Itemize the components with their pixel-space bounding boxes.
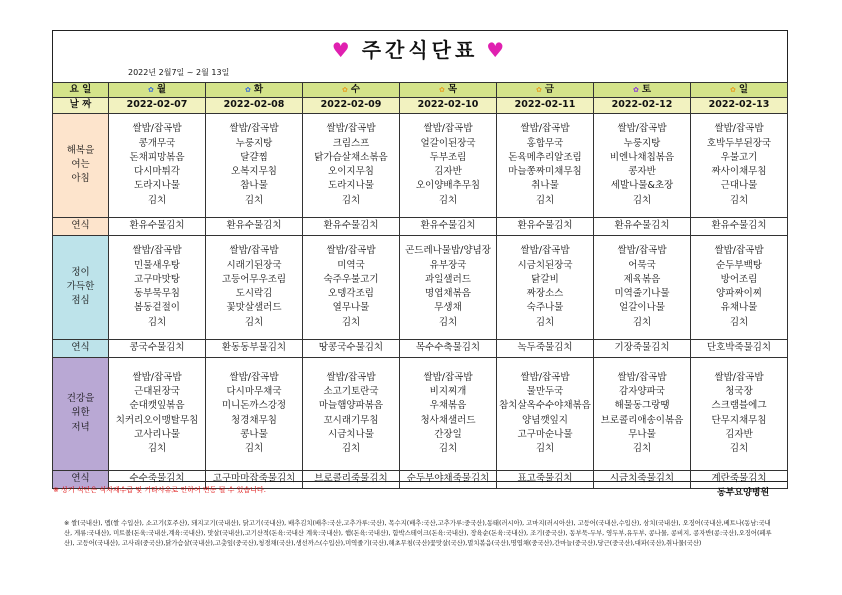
kimchi-cell: 단호박죽물김치 <box>691 339 788 357</box>
menu-item: 김치 <box>244 316 264 328</box>
menu-item: 우불고기 <box>720 151 758 163</box>
menu-item: 다시마튀각 <box>134 166 180 177</box>
menu-item: 쌀밥/잡곡밥 <box>132 245 182 257</box>
menu-item: 마늘햄양파볶음 <box>318 400 384 412</box>
menu-item: 숙주나물 <box>526 302 564 314</box>
menu-item: 숙주우불고기 <box>323 273 379 285</box>
origin-info: ※ 쌀(국내산), 멥(쌀 수입산), 소고기(호주산), 돼지고기(국내산), 닭고기(국내산), 배추김치(배추:국산,고추가루:국산), 목수지(배추:국산,고추가루:중국산),동태(러시아), 고마지(러시아산), 고등어(국내산,수입산), 삼치(국내산), 오징어(국내산,베트나(동남:국내산, 게류:국내산), 미트볼(돈육:국내산,계육:국내산), 맛살(국내산),고기산적(돈육:국내산 계육:국내산), 햄(돈육:국내산), 함박스테이크(돈육:국내산), 장육순(돈육:국내산), 조기(중국산), 동부묵-두부, 영두부,유두부, 콩나물, 콩비지, 콩자반(콩:국산),오징어(페루산), 고등어(국내산), 고사리(중국산),닭가슴살(국내산),고춧잎(중국산),청경채(국산),생선까스(수입산),미역줄기(국산),해초무침(국산)꽃맛살(국산),멸치볶음(국산),명엽채(중국산),간마늘(중국산),당근(중국산),대파(국산),취나물(국산) <box>64 520 772 547</box>
menu-item: 단무지채무침 <box>711 414 767 426</box>
menu-item: 김치 <box>438 443 458 454</box>
menu-item: 근대된장국 <box>134 386 180 397</box>
menu-item: 쌀밥/잡곡밥 <box>714 371 764 383</box>
meal-label-line: 위한 <box>71 407 90 419</box>
meal-label-line: 저녁 <box>71 421 90 433</box>
flower-icon: ✿ <box>729 86 736 94</box>
date-cell: 2022-02-07 <box>109 98 206 113</box>
menu-item: 청경채무침 <box>231 414 277 426</box>
menu-item: 치커리오이맹탈무침 <box>115 414 199 426</box>
menu-item: 김치 <box>632 443 652 454</box>
menu-item: 근대나물 <box>720 180 758 192</box>
kimchi-cell: 환유수물김치 <box>109 217 206 235</box>
menu-item: 도라지나물 <box>328 180 374 192</box>
lunch-menu-cell <box>206 235 303 339</box>
menu-item: 김치 <box>438 194 458 206</box>
menu-item: 쌀밥/잡곡밥 <box>229 371 279 383</box>
kimchi-cell: 순두부야채죽물김치 <box>400 470 497 488</box>
meal-label-line: 아침 <box>71 173 90 185</box>
day-header-label: 요 일 <box>53 83 109 98</box>
lunch-row <box>53 235 788 339</box>
menu-item: 쌀밥/잡곡밥 <box>520 371 570 383</box>
menu-item: 쌀밥/잡곡밥 <box>617 371 667 383</box>
menu-item: 마늘쫑짜미채무침 <box>508 166 582 177</box>
date-cell: 2022-02-09 <box>303 98 400 113</box>
menu-item: 비엔나채칩볶음 <box>609 151 675 163</box>
day-header-cell <box>594 83 691 98</box>
menu-item: 고구마순나물 <box>517 428 573 440</box>
menu-item: 청국장 <box>725 386 753 397</box>
menu-item: 콩개무국 <box>138 137 176 149</box>
menu-item: 어묵국 <box>628 259 656 271</box>
menu-item: 쌀밥/잡곡밥 <box>132 371 182 383</box>
menu-item: 닭갈비 <box>531 273 559 285</box>
menu-item: 브로콜리애송이볶음 <box>600 414 684 426</box>
menu-item: 두부조림 <box>429 151 467 163</box>
kimchi-cell: 땅콩국수물김치 <box>303 339 400 357</box>
menu-item: 순두부백탕 <box>716 259 762 271</box>
lunch-menu-cell <box>303 235 400 339</box>
date-cell: 2022-02-12 <box>594 98 691 113</box>
menu-item: 참치살옥수수야채볶음 <box>499 400 591 412</box>
kimchi-label: 연식 <box>53 339 109 357</box>
breakfast-kimchi-row <box>53 217 788 235</box>
dinner-menu-cell <box>400 357 497 470</box>
menu-item: 김치 <box>341 443 361 454</box>
menu-item: 쌀밥/잡곡밥 <box>714 123 764 135</box>
menu-item: 방어조림 <box>720 273 758 285</box>
menu-item: 참나물 <box>240 180 268 192</box>
menu-item: 제육볶음 <box>623 273 661 285</box>
menu-item: 시금치된장국 <box>517 259 573 271</box>
kimchi-cell: 환동동부물김치 <box>206 339 303 357</box>
kimchi-cell: 녹두죽물김치 <box>497 339 594 357</box>
menu-item: 김치 <box>341 316 361 328</box>
day-name: 일 <box>738 84 749 95</box>
kimchi-label: 연식 <box>53 217 109 235</box>
menu-item: 명엽채볶음 <box>425 288 471 299</box>
day-name: 화 <box>253 84 264 95</box>
menu-item: 호박두부된장국 <box>706 137 772 149</box>
menu-item: 꽃맛살샐러드 <box>226 302 282 314</box>
menu-item: 김치 <box>535 316 555 328</box>
day-header-cell <box>303 83 400 98</box>
heart-icon: ♥ <box>331 38 354 62</box>
day-header-row <box>53 83 788 98</box>
menu-item: 간장일 <box>434 428 462 440</box>
kimchi-cell: 환유수물김치 <box>594 217 691 235</box>
breakfast-row <box>53 113 788 217</box>
menu-item: 다시마무채국 <box>226 386 282 397</box>
menu-item: 양파짜이찌 <box>716 288 762 299</box>
menu-item: 민물새우탕 <box>134 259 180 271</box>
title-text: 주간식단표 <box>361 38 479 62</box>
menu-item: 쌀밥/잡곡밥 <box>520 245 570 257</box>
kimchi-cell: 시금치죽물김치 <box>594 470 691 488</box>
menu-item: 우채볶음 <box>429 400 467 412</box>
kimchi-cell: 환유수물김치 <box>691 217 788 235</box>
breakfast-menu-cell <box>400 113 497 217</box>
menu-item: 고등어무우조림 <box>221 273 287 285</box>
kimchi-cell: 환유수물김치 <box>206 217 303 235</box>
kimchi-label: 연식 <box>53 470 109 488</box>
menu-item: 김치 <box>632 194 652 206</box>
menu-item: 세발나물&초장 <box>610 180 674 192</box>
menu-item: 돈육메추리알조림 <box>508 151 582 163</box>
menu-item: 쌀밥/잡곡밥 <box>617 245 667 257</box>
menu-item: 곤드레나물밥/양념장 <box>405 245 491 257</box>
menu-item: 순대캣잎볶음 <box>129 400 185 412</box>
menu-item: 김치 <box>729 194 749 206</box>
lunch-menu-cell <box>400 235 497 339</box>
kimchi-cell: 목수수축물김치 <box>400 339 497 357</box>
flower-icon: ✿ <box>147 86 154 94</box>
kimchi-cell: 환유수물김치 <box>303 217 400 235</box>
day-header-cell <box>400 83 497 98</box>
menu-item: 해물동그랑땡 <box>614 400 670 412</box>
menu-item: 쌀밥/잡곡밥 <box>229 123 279 135</box>
breakfast-menu-cell <box>497 113 594 217</box>
menu-item: 유부장국 <box>429 259 467 271</box>
flower-icon: ✿ <box>438 86 445 94</box>
day-header-cell <box>497 83 594 98</box>
menu-item: 누룽지탕 <box>235 137 273 149</box>
menu-item: 미역국 <box>337 259 365 271</box>
meal-label-line: 여는 <box>71 158 90 170</box>
menu-item: 돈채피망볶음 <box>129 151 185 163</box>
day-header-cell <box>206 83 303 98</box>
menu-item: 유채나물 <box>720 302 758 314</box>
menu-item: 오뎅각조림 <box>328 288 374 299</box>
menu-item: 김치 <box>147 316 167 328</box>
day-name: 월 <box>156 84 167 95</box>
menu-item: 열무나물 <box>332 302 370 314</box>
menu-item: 고구마맛탕 <box>134 273 180 285</box>
kimchi-cell: 브로콜리죽물김치 <box>303 470 400 488</box>
dinner-menu-cell <box>206 357 303 470</box>
menu-item: 오이양배추무침 <box>415 180 481 192</box>
dinner-menu-cell <box>594 357 691 470</box>
menu-item: 시래기된장국 <box>226 259 282 271</box>
date-row <box>53 98 788 113</box>
kimchi-cell: 환유수물김치 <box>400 217 497 235</box>
kimchi-cell: 환유수물김치 <box>497 217 594 235</box>
menu-item: 콩나물 <box>240 428 268 440</box>
menu-item: 김치 <box>147 194 167 206</box>
lunch-menu-cell <box>691 235 788 339</box>
menu-item: 쌀밥/잡곡밥 <box>714 245 764 257</box>
menu-item: 소고기토란국 <box>323 386 379 397</box>
lunch-menu-cell <box>109 235 206 339</box>
menu-item: 쌀밥/잡곡밥 <box>132 123 182 135</box>
date-cell: 2022-02-11 <box>497 98 594 113</box>
breakfast-menu-cell <box>206 113 303 217</box>
date-cell: 2022-02-10 <box>400 98 497 113</box>
day-name: 토 <box>641 84 652 95</box>
menu-item: 홍합무국 <box>526 137 564 149</box>
breakfast-label <box>53 113 109 217</box>
menu-item: 누룽지탕 <box>623 137 661 149</box>
day-name: 수 <box>350 84 361 95</box>
menu-item: 쌀밥/잡곡밥 <box>326 123 376 135</box>
notice-text: ※ 상기 식단은 식자재수급 및 기타사유로 인하여 변동 될 수 있습니다. <box>53 486 266 494</box>
menu-item: 도라지나물 <box>134 180 180 192</box>
menu-item: 김치 <box>147 443 167 454</box>
lunch-kimchi-row <box>53 339 788 357</box>
kimchi-cell: 수수죽물김치 <box>109 470 206 488</box>
day-name: 금 <box>544 84 555 95</box>
menu-item: 쌀밥/잡곡밥 <box>423 123 473 135</box>
meal-label-line: 점심 <box>71 295 90 307</box>
dinner-menu-cell <box>109 357 206 470</box>
menu-item: 무생채 <box>434 302 462 314</box>
menu-item: 꼬시래기무침 <box>323 414 379 426</box>
meal-label-line: 정이 <box>71 266 90 278</box>
menu-item: 오복지무침 <box>231 166 277 177</box>
menu-item: 짜사이채무침 <box>711 166 767 177</box>
flower-icon: ✿ <box>341 86 348 94</box>
menu-item: 김치 <box>535 443 555 454</box>
menu-item: 쌀밥/잡곡밥 <box>326 245 376 257</box>
menu-item: 쌀밥/잡곡밥 <box>229 245 279 257</box>
dinner-menu-cell <box>497 357 594 470</box>
date-range: 2022년 2월7일 ~ 2월 13일 <box>128 68 230 77</box>
menu-table <box>52 82 788 489</box>
lunch-label <box>53 235 109 339</box>
menu-item: 미역줄기나물 <box>614 288 670 299</box>
menu-item: 봄동겉절이 <box>134 302 180 314</box>
breakfast-menu-cell <box>691 113 788 217</box>
menu-item: 무나물 <box>628 428 656 440</box>
breakfast-menu-cell <box>303 113 400 217</box>
menu-item: 김치 <box>729 316 749 328</box>
dinner-menu-cell <box>303 357 400 470</box>
meal-label-line: 가득한 <box>66 280 95 292</box>
flower-icon: ✿ <box>632 86 639 94</box>
kimchi-cell: 콩국수물김치 <box>109 339 206 357</box>
menu-item: 김치 <box>438 316 458 328</box>
menu-item: 달걀찜 <box>240 151 268 163</box>
menu-item: 얼갈이된장국 <box>420 137 476 149</box>
menu-item: 감자양파국 <box>619 386 665 397</box>
meal-label-line: 해복을 <box>66 144 95 156</box>
menu-item: 고사리나물 <box>134 428 180 440</box>
flower-icon: ✿ <box>535 86 542 94</box>
kimchi-cell: 표고죽물김치 <box>497 470 594 488</box>
menu-item: 김치 <box>729 443 749 454</box>
menu-item: 시금치나물 <box>328 428 374 440</box>
menu-item: 짜장소스 <box>526 288 564 299</box>
dinner-row <box>53 357 788 470</box>
menu-item: 김치 <box>341 194 361 206</box>
menu-item: 쌀밥/잡곡밥 <box>617 123 667 135</box>
date-header-label: 날 짜 <box>53 98 109 113</box>
flower-icon: ✿ <box>244 86 251 94</box>
menu-item: 김자반 <box>725 428 753 440</box>
menu-item: 과일샐러드 <box>425 273 471 285</box>
menu-item: 쌀밥/잡곡밥 <box>423 371 473 383</box>
menu-item: 콩자반 <box>628 166 656 177</box>
kimchi-cell: 고구마마잡죽물김치 <box>206 470 303 488</box>
menu-item: 김치 <box>244 194 264 206</box>
menu-item: 김치 <box>244 443 264 454</box>
day-header-cell <box>691 83 788 98</box>
day-name: 목 <box>447 84 458 95</box>
breakfast-menu-cell <box>594 113 691 217</box>
menu-item: 크림스프 <box>332 137 370 149</box>
menu-item: 물만두국 <box>526 386 564 397</box>
menu-item: 비지찌개 <box>429 386 467 397</box>
date-cell: 2022-02-08 <box>206 98 303 113</box>
menu-item: 양념깻잎지 <box>522 414 568 426</box>
menu-item: 취나물 <box>531 180 559 192</box>
breakfast-menu-cell <box>109 113 206 217</box>
menu-item: 오이지무침 <box>328 166 374 177</box>
kimchi-cell: 기장죽물김치 <box>594 339 691 357</box>
menu-item: 도시락김 <box>235 288 273 299</box>
menu-item: 김치 <box>535 194 555 206</box>
menu-item: 김치 <box>632 316 652 328</box>
dinner-menu-cell <box>691 357 788 470</box>
menu-item: 닭가슴살채소볶음 <box>314 151 388 163</box>
menu-item: 얼갈이나물 <box>619 302 665 314</box>
date-cell: 2022-02-13 <box>691 98 788 113</box>
dinner-label <box>53 357 109 470</box>
kimchi-cell: 계란죽물김치 <box>691 470 788 488</box>
hospital-name: 동부요양병원 <box>717 488 770 498</box>
page-title <box>52 34 788 63</box>
day-header-cell <box>109 83 206 98</box>
menu-item: 쌀밥/잡곡밥 <box>326 371 376 383</box>
menu-item: 동부묵무침 <box>134 288 180 299</box>
lunch-menu-cell <box>594 235 691 339</box>
menu-item: 스크램블에그 <box>711 400 767 412</box>
menu-item: 청사채샐러드 <box>420 414 476 426</box>
menu-item: 김자반 <box>434 166 462 177</box>
meal-label-line: 건강을 <box>66 393 95 405</box>
menu-item: 쌀밥/잡곡밥 <box>520 123 570 135</box>
lunch-menu-cell <box>497 235 594 339</box>
heart-icon: ♥ <box>486 38 509 62</box>
menu-item: 미니돈까스강정 <box>221 400 287 412</box>
